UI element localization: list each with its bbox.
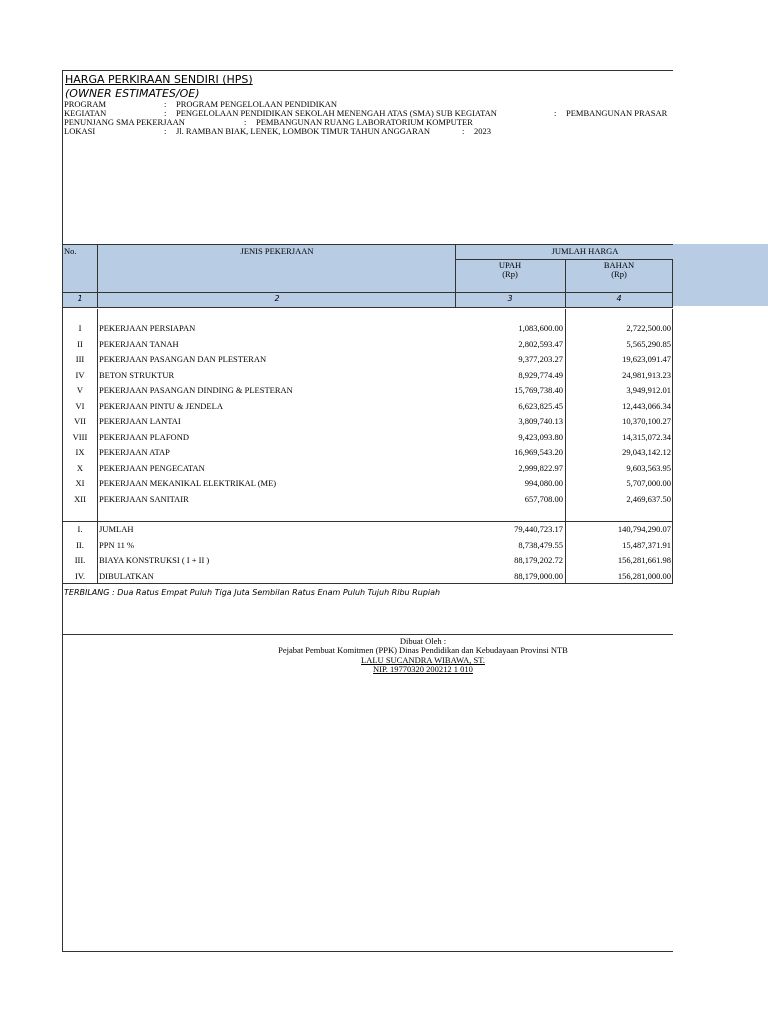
table-row: IX PEKERJAAN ATAP 16,969,543.20 29,043,142.12 [75,447,671,457]
bahan-unit: (Rp) [611,269,627,279]
lokasi-label: LOKASI [64,126,96,136]
table-row: X PEKERJAAN PENGECATAN 2,999,822.97 9,603,563.95 [76,462,671,473]
lokasi-value: Jl. RAMBAN BIAK, LENEK, LOMBOK TIMUR TAHUN ANGGARAN [176,126,431,136]
lokasi-colon: : [164,126,167,136]
total-row: I. JUMLAH 79,440,723.17 140,794,290.07 [77,524,671,534]
kegiatan-value: PENGELOLAAN PENDIDIKAN SEKOLAH MENENGAH ATAS (SMA) SUB KEGIATAN [176,108,497,118]
table-row: XI PEKERJAAN MEKANIKAL ELEKTRIKAL (ME) 994,080.00 5,707,000.00 [75,478,671,488]
col-header-jenis: JENIS PEKERJAAN [240,246,314,256]
signature-made-by: Dibuat Oleh : [399,636,447,646]
penunjang-label: PENUNJANG SMA PEKERJAAN [64,117,185,127]
table-row: IV BETON STRUKTUR 8,929,774.49 24,981,913.23 [75,369,671,380]
total-row: IV. DIBULATKAN 88,179,000.00 156,281,000.00 [75,570,671,581]
table-row: VIII PEKERJAAN PLAFOND 9,423,093.80 14,315,072.34 [72,431,671,442]
terbilang-text: TERBILANG : Dua Ratus Empat Puluh Tiga Juta Sembilan Ratus Enam Puluh Tujuh Ribu Rupiah [64,588,441,597]
table-row: V PEKERJAAN PASANGAN DINDING & PLESTERAN 15,769,738.40 3,949,912.01 [76,385,671,395]
upah-unit: (Rp) [502,269,518,279]
table-row: I PEKERJAAN PERSIAPAN 1,083,600.00 2,722,500.00 [78,323,671,333]
program-label: PROGRAM [64,99,107,109]
signature-official: Pejabat Pembuat Komitmen (PPK) Dinas Pendidikan dan Kebudayaan Provinsi NTB [278,645,568,655]
document-subtitle: (OWNER ESTIMATES/OE) [65,87,200,100]
header-fill-overflow [672,244,768,306]
table-row: II PEKERJAAN TANAH 2,802,593.47 5,565,290.85 [77,338,671,349]
document-title: HARGA PERKIRAAN SENDIRI (HPS) [65,73,253,86]
signature-nip: NIP. 19770320 200212 1 010 [373,664,473,674]
sub-kegiatan-colon: : [554,108,557,118]
col-header-bahan [565,261,673,279]
program-colon: : [164,99,167,109]
col-header-upah [455,261,565,279]
col-header-jumlah: JUMLAH HARGA [551,246,619,256]
tahun-colon: : [462,126,465,136]
col-header-no: No. [64,246,77,256]
program-value: PROGRAM PENGELOLAAN PENDIDIKAN [176,99,338,109]
signature-name: LALU SUCANDRA WIBAWA, ST. [361,655,485,665]
tahun-value: 2023 [474,126,491,136]
col-number-2: 2 [274,294,280,303]
col-number-4: 4 [616,294,622,303]
table-row: VI PEKERJAAN PINTU & JENDELA 6,623,825.45 12,443,066.34 [75,400,671,411]
table-row: VII PEKERJAAN LANTAI 3,809,740.13 10,370,100.27 [74,416,671,426]
document-page [62,70,673,952]
pekerjaan-colon: : [244,117,247,127]
table-row: XII PEKERJAAN SANITAIR 657,708.00 2,469,637.50 [74,493,671,504]
kegiatan-colon: : [164,108,167,118]
col-number-1: 1 [77,294,83,303]
kegiatan-label: KEGIATAN [64,108,107,118]
table-row: III PEKERJAAN PASANGAN DAN PLESTERAN 9,377,203.27 19,623,091.47 [75,354,671,364]
bahan-label: BAHAN [603,260,635,270]
total-row: III. BIAYA KONSTRUKSI ( I + II ) 88,179,202.72 156,281,661.98 [74,555,671,565]
sub-kegiatan-value: PEMBANGUNAN PRASAR [566,108,668,118]
upah-label: UPAH [498,260,522,270]
total-row: II. PPN 11 % 8,738,479.55 15,487,371.91 [76,539,671,550]
pekerjaan-value: PEMBANGUNAN RUANG LABORATORIUM KOMPUTER [256,117,473,127]
col-number-3: 3 [507,294,513,303]
